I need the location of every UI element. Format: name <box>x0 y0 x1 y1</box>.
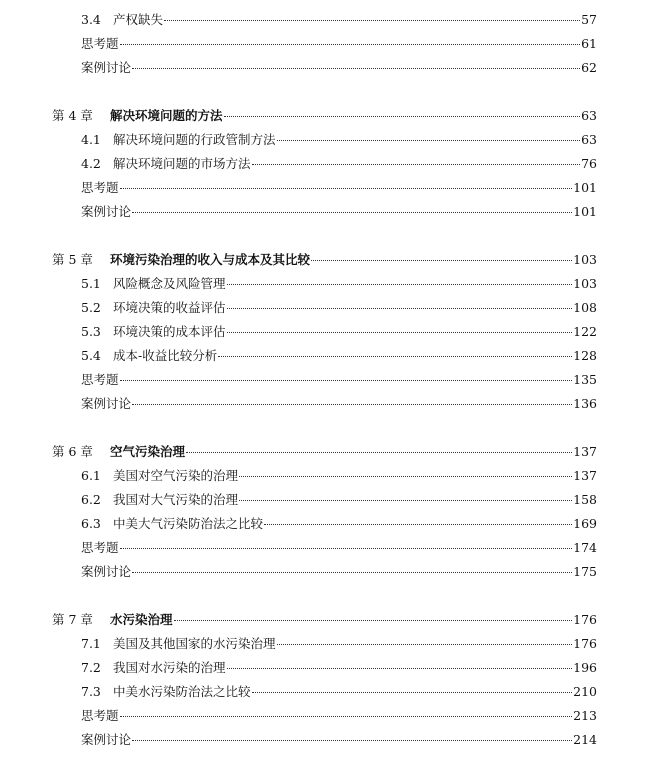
dot-leader <box>132 740 572 741</box>
entry-title: 解决环境问题的市场方法 <box>113 156 251 171</box>
entry-title: 思考题 <box>81 180 119 195</box>
toc-entry-section[interactable] <box>81 323 597 341</box>
dot-leader <box>239 476 572 477</box>
entry-title: 案例讨论 <box>81 732 132 747</box>
entry-number: 5.3 <box>81 324 101 339</box>
entry-title: 解决环境问题的行政管制方法 <box>113 132 276 147</box>
dot-leader <box>120 548 573 549</box>
dot-leader <box>132 404 572 405</box>
entry-page: 176 <box>573 636 597 651</box>
entry-page: 169 <box>573 516 597 531</box>
entry-title: 案例讨论 <box>81 204 132 219</box>
dot-leader <box>132 572 572 573</box>
toc-entry-chapter[interactable] <box>52 443 597 461</box>
entry-page: 63 <box>581 108 597 123</box>
toc-entry-case-discussion[interactable] <box>81 395 597 413</box>
entry-page: 174 <box>573 540 597 555</box>
entry-number: 6.3 <box>81 516 101 531</box>
toc-entry-questions[interactable] <box>81 35 597 53</box>
entry-number: 5.1 <box>81 276 101 291</box>
dot-leader <box>277 644 573 645</box>
toc-entry-section[interactable] <box>81 275 597 293</box>
entry-number: 第 6 章 <box>52 444 93 459</box>
dot-leader <box>227 308 573 309</box>
entry-page: 213 <box>573 708 597 723</box>
entry-page: 62 <box>581 60 597 75</box>
entry-number: 第 5 章 <box>52 252 93 267</box>
entry-page: 122 <box>573 324 597 339</box>
entry-page: 128 <box>573 348 597 363</box>
toc-entry-section[interactable] <box>81 515 597 533</box>
entry-title: 思考题 <box>81 36 119 51</box>
toc-entry-section[interactable] <box>81 635 597 653</box>
toc-entry-section[interactable] <box>81 467 597 485</box>
toc-entry-questions[interactable] <box>81 179 597 197</box>
entry-title: 思考题 <box>81 708 119 723</box>
entry-number: 4.2 <box>81 156 101 171</box>
dot-leader <box>227 332 573 333</box>
entry-title: 环境污染治理的收入与成本及其比较 <box>110 252 311 267</box>
entry-page: 196 <box>573 660 597 675</box>
entry-page: 135 <box>573 372 597 387</box>
toc-entry-chapter[interactable] <box>52 611 597 629</box>
entry-page: 76 <box>581 156 597 171</box>
entry-title: 环境决策的成本评估 <box>113 324 226 339</box>
entry-page: 210 <box>573 684 597 699</box>
entry-number: 第 7 章 <box>52 612 93 627</box>
entry-page: 214 <box>573 732 597 747</box>
dot-leader <box>277 140 581 141</box>
entry-page: 57 <box>581 12 597 27</box>
dot-leader <box>120 44 581 45</box>
entry-page: 101 <box>573 180 597 195</box>
entry-number: 第 4 章 <box>52 108 93 123</box>
entry-title: 我国对水污染的治理 <box>113 660 226 675</box>
toc-entry-section[interactable] <box>81 11 597 29</box>
dot-leader <box>264 524 572 525</box>
entry-page: 63 <box>581 132 597 147</box>
toc-entry-section[interactable] <box>81 155 597 173</box>
entry-page: 158 <box>573 492 597 507</box>
entry-title: 风险概念及风险管理 <box>113 276 226 291</box>
dot-leader <box>311 260 572 261</box>
entry-number: 7.1 <box>81 636 101 651</box>
entry-page: 103 <box>573 276 597 291</box>
entry-title: 美国及其他国家的水污染治理 <box>113 636 276 651</box>
entry-page: 175 <box>573 564 597 579</box>
entry-page: 108 <box>573 300 597 315</box>
toc-entry-case-discussion[interactable] <box>81 731 597 749</box>
entry-page: 61 <box>581 36 597 51</box>
dot-leader <box>252 164 581 165</box>
entry-title: 成本-收益比较分析 <box>113 348 218 363</box>
toc-entry-section[interactable] <box>81 683 597 701</box>
entry-number: 5.2 <box>81 300 101 315</box>
dot-leader <box>120 380 573 381</box>
dot-leader <box>227 284 573 285</box>
entry-number: 7.3 <box>81 684 101 699</box>
entry-number: 7.2 <box>81 660 101 675</box>
entry-number: 5.4 <box>81 348 101 363</box>
entry-number: 6.1 <box>81 468 101 483</box>
toc-entry-questions[interactable] <box>81 707 597 725</box>
dot-leader <box>252 692 573 693</box>
entry-page: 101 <box>573 204 597 219</box>
entry-title: 我国对大气污染的治理 <box>113 492 239 507</box>
entry-title: 解决环境问题的方法 <box>110 108 223 123</box>
entry-title: 思考题 <box>81 540 119 555</box>
toc-entry-section[interactable] <box>81 491 597 509</box>
entry-title: 案例讨论 <box>81 396 132 411</box>
dot-leader <box>174 620 573 621</box>
dot-leader <box>120 188 573 189</box>
dot-leader <box>164 20 580 21</box>
entry-title: 美国对空气污染的治理 <box>113 468 239 483</box>
dot-leader <box>132 212 572 213</box>
toc-entry-case-discussion[interactable] <box>81 59 597 77</box>
toc-entry-chapter[interactable] <box>52 251 597 269</box>
toc-entry-section[interactable] <box>81 659 597 677</box>
dot-leader <box>239 500 572 501</box>
entry-title: 空气污染治理 <box>110 444 186 459</box>
toc-entry-questions[interactable] <box>81 539 597 557</box>
entry-title: 中美大气污染防治法之比较 <box>113 516 264 531</box>
toc-entry-section[interactable] <box>81 299 597 317</box>
entry-number: 6.2 <box>81 492 101 507</box>
entry-page: 176 <box>573 612 597 627</box>
dot-leader <box>120 716 573 717</box>
toc-entry-case-discussion[interactable] <box>81 203 597 221</box>
entry-page: 103 <box>573 252 597 267</box>
dot-leader <box>132 68 580 69</box>
dot-leader <box>227 668 573 669</box>
entry-title: 思考题 <box>81 372 119 387</box>
toc-entry-chapter[interactable] <box>52 107 597 125</box>
entry-title: 产权缺失 <box>113 12 164 27</box>
toc-entry-questions[interactable] <box>81 371 597 389</box>
toc-entry-section[interactable] <box>81 347 597 365</box>
dot-leader <box>218 356 572 357</box>
entry-title: 环境决策的收益评估 <box>113 300 226 315</box>
dot-leader <box>224 116 581 117</box>
entry-title: 案例讨论 <box>81 564 132 579</box>
entry-title: 中美水污染防治法之比较 <box>113 684 251 699</box>
entry-number: 4.1 <box>81 132 101 147</box>
toc-entry-section[interactable] <box>81 131 597 149</box>
entry-title: 水污染治理 <box>110 612 173 627</box>
entry-page: 137 <box>573 444 597 459</box>
dot-leader <box>186 452 572 453</box>
entry-page: 137 <box>573 468 597 483</box>
toc-entry-case-discussion[interactable] <box>81 563 597 581</box>
entry-title: 案例讨论 <box>81 60 132 75</box>
entry-page: 136 <box>573 396 597 411</box>
entry-number: 3.4 <box>81 12 101 27</box>
